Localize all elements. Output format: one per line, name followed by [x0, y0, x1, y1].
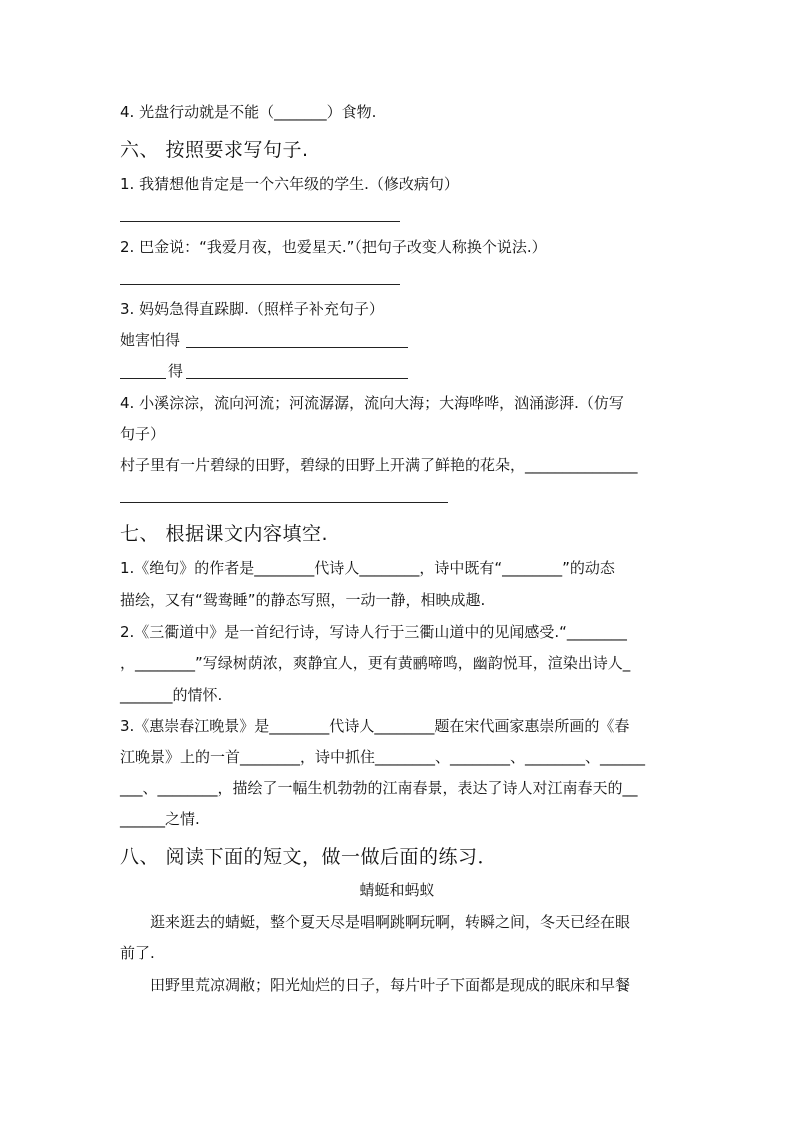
question-6-1-text: 1. 我猜想他肯定是一个六年级的学生.（修改病句） [120, 175, 459, 193]
passage-paragraph-2: 田野里荒凉凋敝；阳光灿烂的日子，每片叶子下面都是现成的眠床和早餐 [150, 976, 631, 994]
question-6-2-text: 2. 巴金说：“我爱月夜，也爱星天.”（把句子改变人称换个说法.） [120, 238, 547, 256]
question-7-3-text: 3.《惠崇春江晚景》是________代诗人________题在宋代画家惠崇所画的《春 [120, 717, 630, 735]
question-7-3-text-end: ______之情. [120, 810, 200, 828]
section-7-heading: 七、 根据课文内容填空. [120, 523, 329, 545]
passage-paragraph-1-cont: 前了. [120, 944, 155, 962]
answer-line [120, 502, 448, 503]
passage-title: 蜻蜓和蚂蚁 [359, 881, 435, 899]
question-7-2-text-end: _______的情怀. [120, 686, 223, 704]
question-7-2-text: 2.《三衢道中》是一首纪行诗，写诗人行于三衢山道中的见闻感受.“________ [120, 623, 627, 641]
question-4-text: 4. 光盘行动就是不能（_______）食物. [120, 103, 377, 121]
answer-line [186, 378, 408, 379]
question-7-1-text-cont: 描绘，又有“鸳鸯睡”的静态写照，一动一静，相映成趣. [120, 591, 486, 609]
question-7-3-text-cont-2: ___、________，描绘了一幅生机勃勃的江南春景，表达了诗人对江南春天的__ [120, 779, 638, 797]
question-7-2-text-cont: ，________”写绿树荫浓，爽静宜人，更有黄鹂啼鸣，幽韵悦耳，渲染出诗人_ [120, 654, 631, 672]
answer-line [186, 347, 408, 348]
question-6-3-example-1: 她害怕得 [120, 331, 181, 349]
question-6-4-text-cont: 句子） [120, 425, 166, 443]
question-7-1-text: 1.《绝句》的作者是________代诗人________，诗中既有“________”的动态 [120, 559, 615, 577]
passage-paragraph-1: 逛来逛去的蜻蜓，整个夏天尽是唱啊跳啊玩啊，转瞬之间，冬天已经在眼 [150, 913, 631, 931]
question-6-4-prompt: 村子里有一片碧绿的田野，碧绿的田野上开满了鲜艳的花朵，_______________ [120, 456, 638, 474]
section-6-heading: 六、 按照要求写句子. [120, 139, 309, 161]
question-7-3-text-cont: 江晚景》上的一首________，诗中抓住________、________、________、______ [120, 748, 646, 766]
question-6-3-example-2: 得 [168, 362, 184, 380]
answer-line [120, 284, 400, 285]
answer-line [120, 378, 166, 379]
question-6-3-text: 3. 妈妈急得直跺脚.（照样子补充句子） [120, 300, 384, 318]
question-6-4-text: 4. 小溪淙淙，流向河流；河流潺潺，流向大海；大海哗哗，汹涌澎湃.（仿写 [120, 394, 624, 412]
section-8-heading: 八、 阅读下面的短文，做一做后面的练习． [120, 846, 498, 868]
answer-line [120, 221, 400, 222]
